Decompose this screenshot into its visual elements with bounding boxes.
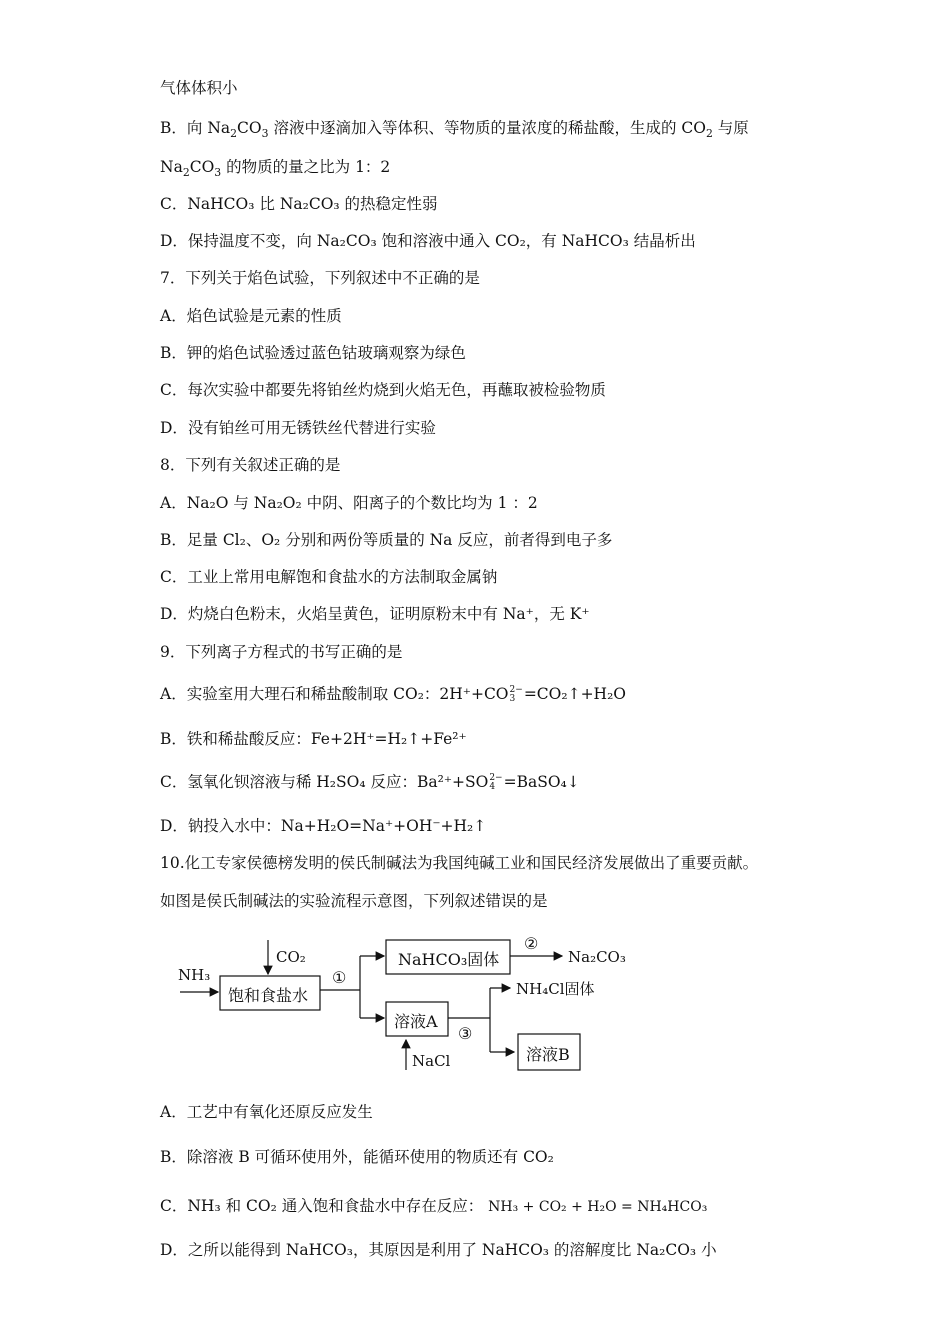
- equation-10c: NH₃ + CO₂ + H₂O = NH₄HCO₃: [488, 1199, 708, 1215]
- question-10: 10.化工专家侯德榜发明的侯氏制碱法为我国纯碱工业和国民经济发展做出了重要贡献。: [160, 854, 759, 872]
- option-9c: C．氢氧化钡溶液与稀 H₂SO₄ 反应：Ba²⁺+SO 2− 4 =BaSO₄↓: [160, 773, 580, 792]
- option-8c: C．工业上常用电解饱和食盐水的方法制取金属钠: [160, 568, 498, 586]
- option-6b-cont: $Na_2CO_3$ 的物质的量之比为 1：2: [160, 158, 391, 180]
- text-line-gas-volume: 气体体积小: [160, 79, 238, 97]
- option-7d: D．没有铂丝可用无锈铁丝代替进行实验: [160, 419, 436, 437]
- question-8: 8．下列有关叙述正确的是: [160, 456, 341, 474]
- option-6c: C．NaHCO₃ 比 Na₂CO₃ 的热稳定性弱: [160, 195, 438, 213]
- label-step-3: ③: [458, 1024, 473, 1043]
- label-nahco3-solid: NaHCO₃固体: [398, 950, 500, 969]
- label-nh4cl-solid: NH₄Cl固体: [516, 980, 595, 998]
- option-9a: A．实验室用大理石和稀盐酸制取 CO₂：2H⁺+CO 2− 3 =CO₂↑+H₂O: [160, 685, 626, 704]
- option-9d: D．钠投入水中：Na+H₂O=Na⁺+OH⁻+H₂↑: [160, 817, 487, 835]
- label-solution-b: 溶液B: [526, 1045, 570, 1064]
- question-9: 9．下列离子方程式的书写正确的是: [160, 643, 403, 661]
- option-8b: B．足量 Cl₂、O₂ 分别和两份等质量的 Na 反应，前者得到电子多: [160, 531, 613, 549]
- option-8a: A．Na₂O 与 Na₂O₂ 中阴、阳离子的个数比均为 1 ：2: [160, 494, 538, 512]
- option-10c: C．NH₃ 和 CO₂ 通入饱和食盐水中存在反应： NH₃ + CO₂ + H₂O = NH₄HCO₃: [160, 1197, 708, 1215]
- option-7b: B．钾的焰色试验透过蓝色钴玻璃观察为绿色: [160, 344, 466, 362]
- question-7: 7．下列关于焰色试验，下列叙述中不正确的是: [160, 269, 480, 287]
- option-6d: D．保持温度不变，向 Na₂CO₃ 饱和溶液中通入 CO₂，有 NaHCO₃ 结晶析出: [160, 232, 696, 250]
- hou-process-diagram: [170, 930, 650, 1080]
- label-nh3: NH₃: [178, 966, 211, 984]
- label-brine: 饱和食盐水: [228, 986, 309, 1005]
- label-step-1: ①: [332, 968, 347, 987]
- option-7c: C．每次实验中都要先将铂丝灼烧到火焰无色，再蘸取被检验物质: [160, 381, 606, 399]
- option-10a: A．工艺中有氧化还原反应发生: [160, 1103, 373, 1121]
- label-solution-a: 溶液A: [394, 1012, 438, 1031]
- label-nacl: NaCl: [412, 1052, 451, 1070]
- label-step-2: ②: [524, 934, 539, 953]
- label-na2co3: Na₂CO₃: [568, 948, 626, 966]
- option-10b: B．除溶液 B 可循环使用外，能循环使用的物质还有 CO₂: [160, 1148, 554, 1166]
- option-7a: A．焰色试验是元素的性质: [160, 307, 342, 325]
- option-8d: D．灼烧白色粉末，火焰呈黄色，证明原粉末中有 Na⁺，无 K⁺: [160, 605, 590, 623]
- label-co2: CO₂: [276, 948, 306, 966]
- option-6b: B．向 $Na_2CO_3$ 溶液中逐滴加入等体积、等物质的量浓度的稀盐酸，生成的 $CO_2$ 与原: [160, 119, 749, 141]
- question-10-cont: 如图是侯氏制碱法的实验流程示意图，下列叙述错误的是: [160, 892, 548, 910]
- option-10d: D．之所以能得到 NaHCO₃，其原因是利用了 NaHCO₃ 的溶解度比 Na₂CO₃ 小: [160, 1241, 717, 1259]
- option-9b: B．铁和稀盐酸反应：Fe+2H⁺=H₂↑+Fe²⁺: [160, 730, 467, 748]
